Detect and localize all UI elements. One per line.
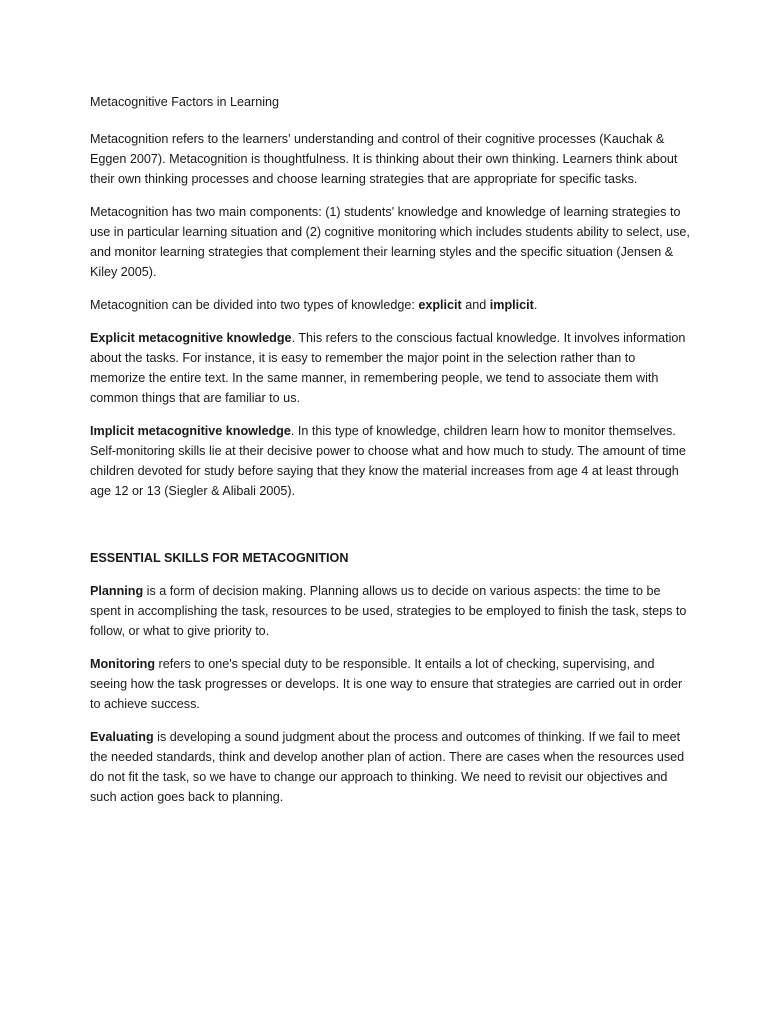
evaluating-term: Evaluating [90,730,154,744]
paragraph-explicit-knowledge [90,328,690,408]
paragraph-monitoring [90,654,690,714]
knowledge-types-lead: Metacognition can be divided into two types of knowledge: [90,298,419,312]
document-title: Metacognitive Factors in Learning [90,95,280,109]
paragraph-planning [90,581,690,641]
implicit-knowledge-text: . In this type of knowledge, children learn how to monitor themselves. Self-monitoring skills lie at their decisive power to choose what and how much to study. The amount of time children devoted for study before saying that they know the material increases from age 4 at least through age 12 or 13 (Siegler & Alibali 2005). [90,424,686,498]
section-heading-text: ESSENTIAL SKILLS FOR METACOGNITION [90,551,349,565]
paragraph-components: Metacognition has two main components: (1) students' knowledge and knowledge of learning strategies to use in particular learning situation and (2) cognitive monitoring which includes students ability to select, use, and monitor learning strategies that complement their learning styles and the specific situation (Jensen & Kiley 2005). [90,205,690,279]
paragraph-definition: Metacognition refers to the learners' understanding and control of their cognitive processes (Kauchak & Eggen 2007). Metacognition is thoughtfulness. It is thinking about their own thinking. Learners think about their own thinking processes and choose learning strategies that are appropriate for specific tasks. [90,132,678,186]
term-explicit: explicit [418,298,462,312]
document-body [90,92,690,820]
implicit-knowledge-term: Implicit metacognitive knowledge [90,424,291,438]
planning-term: Planning [90,584,144,598]
monitoring-text: refers to one's special duty to be responsible. It entails a lot of checking, supervising, and seeing how the task progresses or develops. It is one way to ensure that strategies are carried out in order to achieve success. [90,657,683,711]
planning-text: is a form of decision making. Planning allows us to decide on various aspects: the time to be spent in accomplishing the task, resources to be used, strategies to be employed to finish the task, steps to follow, or what to give priority to. [90,584,687,638]
paragraph-implicit-knowledge [90,421,690,501]
paragraph-knowledge-types [90,295,690,315]
monitoring-term: Monitoring [90,657,156,671]
explicit-knowledge-text: . This refers to the conscious factual knowledge. It involves information about the tasks. For instance, it is easy to remember the major point in the selection rather than to memorize the entire text. In the same manner, in remembering people, we tend to associate them with common things that are familiar to us. [90,331,686,405]
evaluating-text: is developing a sound judgment about the process and outcomes of thinking. If we fail to meet the needed standards, think and develop another plan of action. There are cases when the resources used do not fit the task, so we have to change our approach to thinking. We need to revisit our objectives and such action goes back to planning. [90,730,685,804]
knowledge-types-mid: and [461,298,490,312]
explicit-knowledge-term: Explicit metacognitive knowledge [90,331,292,345]
term-implicit: implicit [489,298,534,312]
paragraph-evaluating [90,727,690,807]
section-heading [90,548,690,568]
knowledge-types-end: . [533,298,538,312]
